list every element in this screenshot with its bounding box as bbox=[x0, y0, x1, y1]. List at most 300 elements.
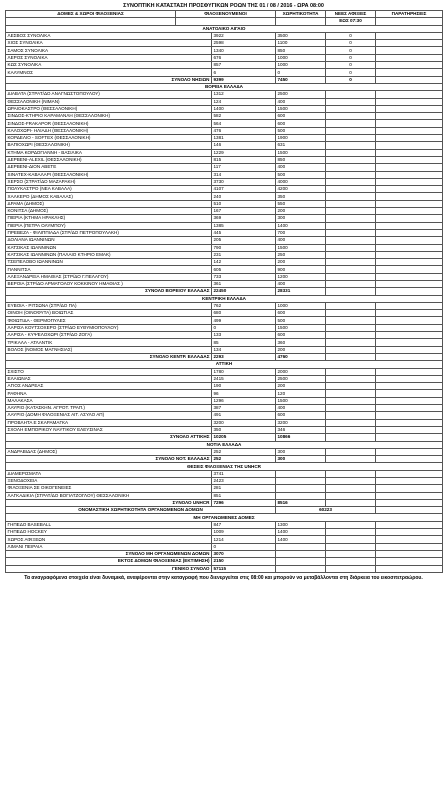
arrivals-cell bbox=[326, 397, 376, 404]
table-row bbox=[6, 142, 443, 149]
capacity-cell: 1100 bbox=[276, 40, 326, 47]
table-row bbox=[6, 478, 443, 485]
hosted-cell: 476 bbox=[212, 127, 276, 134]
arrivals-cell: 0 bbox=[326, 47, 376, 54]
arrivals-cell bbox=[326, 558, 376, 565]
row-label: ΟΝΟΜΑΣΤΙΚΗ ΧΩΡΗΤΙΚΟΤΗΤΑ ΟΡΓΑΝΩΜΕΝΩΝ ΔΟΜΩΝ bbox=[6, 507, 276, 514]
capacity-cell bbox=[276, 565, 326, 572]
arrivals-cell bbox=[326, 448, 376, 455]
hosted-cell: 445 bbox=[212, 229, 276, 236]
notes-cell bbox=[376, 529, 443, 536]
notes-cell bbox=[376, 288, 443, 295]
row-label: ΛΑΥΡΙΟ (ΚΑΤΑΣΚΗΝ. ΑΓΡΟΤ. ΤΡΑΠ.) bbox=[6, 405, 212, 412]
hosted-cell: 1296 bbox=[212, 397, 276, 404]
hosted-cell: 190 bbox=[212, 383, 276, 390]
notes-cell bbox=[376, 76, 443, 83]
arrivals-cell bbox=[326, 412, 376, 419]
row-label: ΔΡΑΜΑ (ΔΗΜΟΣ) bbox=[6, 200, 212, 207]
notes-cell bbox=[376, 456, 443, 463]
arrivals-cell bbox=[326, 375, 376, 382]
notes-cell bbox=[376, 565, 443, 572]
arrivals-cell bbox=[326, 280, 376, 287]
row-label: ΒΑΠΙΟΧΩΡΙ (ΘΕΣΣΑΛΟΝΙΚΗ) bbox=[6, 142, 212, 149]
row-label: ΞΕΝΟΔΟΧΕΙΑ bbox=[6, 478, 212, 485]
arrivals-cell bbox=[326, 186, 376, 193]
row-label: ΚΩΣ ΣΥΝΟΛΙΚΑ bbox=[6, 62, 212, 69]
notes-cell bbox=[376, 62, 443, 69]
table-row bbox=[6, 229, 443, 236]
arrivals-cell: 0 bbox=[326, 76, 376, 83]
table-row bbox=[6, 200, 443, 207]
total-row bbox=[6, 565, 443, 572]
table-row bbox=[6, 310, 443, 317]
capacity-cell: 346 bbox=[276, 426, 326, 433]
notes-cell bbox=[376, 120, 443, 127]
table-row bbox=[6, 171, 443, 178]
row-label: ΒΕΡΟΙΑ (ΣΤΡ/ΔΟ ΑΡΜΑΤΟΛΟΥ ΚΟΚΚΙΝΟΥ ΗΜΑΘΙΑΣ ) bbox=[6, 280, 212, 287]
section-title: ΜΗ ΟΡΓΑΝΩΜΕΝΕΣ ΔΟΜΕΣ bbox=[6, 514, 443, 521]
row-label: ΣΧΙΣΤΟ bbox=[6, 368, 212, 375]
notes-cell bbox=[376, 156, 443, 163]
row-label: ΠΑΝΝΙΤΣΑ bbox=[6, 266, 212, 273]
capacity-cell bbox=[276, 478, 326, 485]
row-label: ΚΤΗΜΑ ΚΟΡΔΟΓΙΑΝΝΗ - ΒΑΣΙΛΙΚΑ bbox=[6, 149, 212, 156]
row-label: ΚΟΝΙΤΣΑ (ΔΗΜΟΣ) bbox=[6, 208, 212, 215]
table-row bbox=[6, 324, 443, 331]
notes-cell bbox=[376, 40, 443, 47]
arrivals-cell bbox=[326, 470, 376, 477]
arrivals-cell bbox=[326, 368, 376, 375]
capacity-cell: 1500 bbox=[276, 244, 326, 251]
row-label: ΠΟΛΥΚΑΣΤΡΟ (ΝΕΑ ΚΑΒΑΛΑ) bbox=[6, 186, 212, 193]
table-row bbox=[6, 470, 443, 477]
section-header-row bbox=[6, 441, 443, 448]
table-row bbox=[6, 54, 443, 61]
table-row bbox=[6, 40, 443, 47]
hosted-cell: 3741 bbox=[212, 470, 276, 477]
table-row bbox=[6, 251, 443, 258]
arrivals-cell bbox=[326, 521, 376, 528]
row-label: ΠΡΟΒΛΗΤΑ Ε ΣΚΑΡΑΜΑΓΚΑ bbox=[6, 419, 212, 426]
total-row bbox=[6, 288, 443, 295]
capacity-cell bbox=[276, 485, 326, 492]
arrivals-cell bbox=[326, 273, 376, 280]
table-row bbox=[6, 543, 443, 550]
notes-cell bbox=[376, 375, 443, 382]
notes-cell bbox=[376, 317, 443, 324]
capacity-cell: 1400 bbox=[276, 529, 326, 536]
header-subrow bbox=[6, 18, 443, 25]
notes-cell bbox=[376, 405, 443, 412]
hosted-cell: 57115 bbox=[212, 565, 276, 572]
table-row bbox=[6, 448, 443, 455]
arrivals-cell bbox=[326, 149, 376, 156]
arrivals-cell bbox=[326, 405, 376, 412]
arrivals-cell bbox=[326, 178, 376, 185]
header-arrivals-time: ΕΩΣ 07:30 bbox=[326, 18, 376, 25]
hosted-cell: 564 bbox=[212, 120, 276, 127]
capacity-cell bbox=[276, 558, 326, 565]
notes-cell bbox=[376, 543, 443, 550]
capacity-cell: 500 bbox=[276, 317, 326, 324]
hosted-cell: 387 bbox=[212, 405, 276, 412]
table-row bbox=[6, 135, 443, 142]
notes-cell bbox=[376, 266, 443, 273]
row-label: ΩΡΑΙΟΚΑΣΤΡΟ (ΘΕΣΣΑΛΟΝΙΚΗ) bbox=[6, 105, 212, 112]
arrivals-cell bbox=[326, 288, 376, 295]
arrivals-cell bbox=[326, 492, 376, 499]
hosted-cell: 857 bbox=[212, 62, 276, 69]
capacity-cell: 1500 bbox=[276, 397, 326, 404]
notes-cell bbox=[376, 346, 443, 353]
hosted-cell: 790 bbox=[212, 244, 276, 251]
arrivals-cell bbox=[326, 208, 376, 215]
hosted-cell: 117 bbox=[212, 164, 276, 171]
hosted-cell: 9399 bbox=[212, 76, 276, 83]
row-label: ΔΙΑΜΕΡΙΣΜΑΤΑ bbox=[6, 470, 212, 477]
arrivals-cell bbox=[326, 244, 376, 251]
capacity-cell: 850 bbox=[276, 47, 326, 54]
arrivals-cell bbox=[326, 310, 376, 317]
row-label: ΟΙΝΟΗ (ΟΙΝΟΦΥΤΑ) ΒΟΙΩΤΙΑΣ bbox=[6, 310, 212, 317]
notes-cell bbox=[376, 368, 443, 375]
notes-cell bbox=[376, 69, 443, 76]
capacity-cell: 4000 bbox=[276, 178, 326, 185]
section-title: ΑΤΤΙΚΗ bbox=[6, 361, 443, 368]
capacity-cell bbox=[276, 550, 326, 557]
capacity-cell: 1000 bbox=[276, 62, 326, 69]
hosted-cell: 2150 bbox=[212, 558, 276, 565]
capacity-cell: 600 bbox=[276, 332, 326, 339]
hosted-cell: 85 bbox=[212, 339, 276, 346]
hosted-cell: 1385 bbox=[212, 222, 276, 229]
row-label: ΣΙΝΔΟΣ-FRAKAPOR (ΘΕΣΣΑΛΟΝΙΚΗ) bbox=[6, 120, 212, 127]
arrivals-cell bbox=[326, 317, 376, 324]
table-row bbox=[6, 485, 443, 492]
notes-cell bbox=[376, 237, 443, 244]
hosted-cell: 0 bbox=[212, 543, 276, 550]
hosted-cell: 851 bbox=[212, 492, 276, 499]
arrivals-cell bbox=[326, 193, 376, 200]
notes-cell bbox=[376, 470, 443, 477]
table-row bbox=[6, 259, 443, 266]
row-label: ΣΥΝΟΛΟ ΒΟΡΕΙΟΥ ΕΛΛΑΔΑΣ bbox=[6, 288, 212, 295]
table-row bbox=[6, 237, 443, 244]
arrivals-cell bbox=[326, 302, 376, 309]
total-row bbox=[6, 499, 443, 506]
capacity-cell: 400 bbox=[276, 280, 326, 287]
row-label: ΕΥΒΟΙΑ - ΡΙΤΣΩΝΑ (ΣΤΡ/ΔΟ ΠΑ) bbox=[6, 302, 212, 309]
capacity-cell: 1400 bbox=[276, 536, 326, 543]
capacity-cell: 8516 bbox=[276, 499, 326, 506]
row-label: ΤΣΕΠΕΛΟΒΟ ΙΩΑΝΝΙΝΩΝ bbox=[6, 259, 212, 266]
table-row bbox=[6, 32, 443, 39]
total-row bbox=[6, 550, 443, 557]
row-label: ΧΕΡΣΟ (ΣΤΡΑΤ/ΔΟ ΜΑΖΑΡΑΚΗ) bbox=[6, 178, 212, 185]
row-label: ΑΝΔΡΑΒΙΔΑΣ (ΔΗΜΟΣ) bbox=[6, 448, 212, 455]
capacity-cell: 600 bbox=[276, 412, 326, 419]
arrivals-cell bbox=[326, 251, 376, 258]
hosted-cell: 314 bbox=[212, 171, 276, 178]
capacity-cell: 3500 bbox=[276, 32, 326, 39]
notes-cell bbox=[376, 273, 443, 280]
arrivals-cell: 0 bbox=[326, 32, 376, 39]
row-label: ΣΙΝΔΟΣ-ΚΤΗΡΙΟ ΚΑΡΑΜΑΝΛΗ (ΘΕΣΣΑΛΟΝΙΚΗ) bbox=[6, 113, 212, 120]
table-row bbox=[6, 120, 443, 127]
hosted-cell: 2423 bbox=[212, 478, 276, 485]
hosted-cell: 1009 bbox=[212, 529, 276, 536]
notes-cell bbox=[376, 383, 443, 390]
hosted-cell: 124 bbox=[212, 98, 276, 105]
capacity-cell: 2500 bbox=[276, 375, 326, 382]
section-header-row bbox=[6, 463, 443, 470]
capacity-cell: 850 bbox=[276, 156, 326, 163]
arrivals-cell bbox=[326, 419, 376, 426]
row-label: ΛΑΥΡΙΟ (ΔΟΜΗ ΦΙΛΟΞΕΝΙΑΣ ΑΙΤ. ΑΣΥΛΟ ΑΠ) bbox=[6, 412, 212, 419]
row-label: ΛΙΜΑΝΙ ΠΕΙΡΑΙΑ bbox=[6, 543, 212, 550]
hosted-cell: 582 bbox=[212, 113, 276, 120]
notes-cell bbox=[376, 149, 443, 156]
capacity-cell: 3200 bbox=[276, 419, 326, 426]
capacity-cell: 60223 bbox=[276, 507, 376, 514]
notes-cell bbox=[376, 492, 443, 499]
table-row bbox=[6, 280, 443, 287]
arrivals-cell bbox=[326, 200, 376, 207]
row-label: SINATEX-ΚΑΒΑΛΑΡΙ (ΘΕΣΣΑΛΟΝΙΚΗ) bbox=[6, 171, 212, 178]
arrivals-cell bbox=[326, 499, 376, 506]
notes-cell bbox=[376, 54, 443, 61]
notes-cell bbox=[376, 200, 443, 207]
section-header-row bbox=[6, 361, 443, 368]
table-row bbox=[6, 492, 443, 499]
arrivals-cell bbox=[326, 478, 376, 485]
hosted-cell: 762 bbox=[212, 302, 276, 309]
notes-cell bbox=[376, 127, 443, 134]
notes-cell bbox=[376, 324, 443, 331]
capacity-cell: 400 bbox=[276, 164, 326, 171]
notes-cell bbox=[376, 164, 443, 171]
arrivals-cell bbox=[326, 383, 376, 390]
report-sheet bbox=[5, 3, 442, 581]
capacity-cell: 200 bbox=[276, 346, 326, 353]
notes-cell bbox=[376, 302, 443, 309]
row-label: ΧΩΡΟΣ ΑΦΙΞΕΩΝ bbox=[6, 536, 212, 543]
row-label: ΓΕΝΙΚΟ ΣΥΝΟΛΟ bbox=[6, 565, 212, 572]
notes-cell bbox=[376, 91, 443, 98]
row-label: ΣΧΟΛΗ ΕΜΠΟΡΙΚΟΥ ΝΑΥΤΙΚΟΥ ΕΛΕΥΣΙΝΑΣ bbox=[6, 426, 212, 433]
row-label: ΚΑΤΣΙΚΑΣ ΙΩΑΝΝΙΝΩΝ (ΠΑΛΑΙΟ ΚΤΗΡΙΟ ΕΜΑΚ) bbox=[6, 251, 212, 258]
header-capacity: ΧΩΡΗΤΙΚΟΤΗΤΑ bbox=[276, 11, 326, 18]
row-label: ΓΗΠΕΔΟ BASEBALL bbox=[6, 521, 212, 528]
capacity-cell: 120 bbox=[276, 390, 326, 397]
notes-cell bbox=[376, 208, 443, 215]
notes-cell bbox=[376, 193, 443, 200]
total-row bbox=[6, 456, 443, 463]
arrivals-cell bbox=[326, 550, 376, 557]
table-row bbox=[6, 419, 443, 426]
table-row bbox=[6, 332, 443, 339]
capacity-cell: 300 bbox=[276, 456, 326, 463]
notes-cell bbox=[376, 419, 443, 426]
row-label: ΕΛΑΙΩΝΑΣ bbox=[6, 375, 212, 382]
row-label: ΣΑΜΟΣ ΣΥΝΟΛΙΚΑ bbox=[6, 47, 212, 54]
arrivals-cell bbox=[326, 434, 376, 441]
table-row bbox=[6, 156, 443, 163]
notes-cell bbox=[376, 113, 443, 120]
capacity-cell: 360 bbox=[276, 339, 326, 346]
arrivals-cell bbox=[326, 456, 376, 463]
row-label: ΣΥΝΟΛΟ UNHCR bbox=[6, 499, 212, 506]
arrivals-cell bbox=[326, 426, 376, 433]
capacity-cell: 500 bbox=[276, 127, 326, 134]
row-label: ΣΥΝΟΛΟ ΝΟΤ. ΕΛΛΑΔΑΣ bbox=[6, 456, 212, 463]
arrivals-cell bbox=[326, 171, 376, 178]
hosted-cell: 134 bbox=[212, 346, 276, 353]
table-body bbox=[6, 25, 443, 572]
notes-cell bbox=[376, 426, 443, 433]
capacity-cell: 600 bbox=[276, 120, 326, 127]
arrivals-cell: 0 bbox=[326, 40, 376, 47]
hosted-cell: 205 bbox=[212, 237, 276, 244]
notes-cell bbox=[376, 259, 443, 266]
capacity-cell: 0 bbox=[276, 69, 326, 76]
arrivals-cell bbox=[326, 353, 376, 360]
total-row bbox=[6, 434, 443, 441]
capacity-cell: 631 bbox=[276, 142, 326, 149]
notes-cell bbox=[376, 478, 443, 485]
hosted-cell: 252 bbox=[212, 456, 276, 463]
arrivals-cell: 0 bbox=[326, 62, 376, 69]
notes-cell bbox=[376, 558, 443, 565]
row-label: ΔΕΡΒΕΝΙ-ΔΙΟΝ ΑΒΕΤΕ bbox=[6, 164, 212, 171]
arrivals-cell: 0 bbox=[326, 69, 376, 76]
row-label: ΚΑΛΟΧΩΡΙ- ΗΛΙΑΔΗ (ΘΕΣΣΑΛΟΝΙΚΗ) bbox=[6, 127, 212, 134]
hosted-cell: 3200 bbox=[212, 419, 276, 426]
notes-cell bbox=[376, 135, 443, 142]
row-label: ΡΑΦΗΝΑ bbox=[6, 390, 212, 397]
notes-cell bbox=[376, 186, 443, 193]
arrivals-cell bbox=[326, 485, 376, 492]
table-row bbox=[6, 346, 443, 353]
capacity-cell: 200 bbox=[276, 383, 326, 390]
table-row bbox=[6, 62, 443, 69]
row-label: ΚΑΛΥΜΝΟΣ bbox=[6, 69, 212, 76]
arrivals-cell bbox=[326, 156, 376, 163]
arrivals-cell bbox=[326, 164, 376, 171]
section-title: ΘΕΣΕΙΣ ΦΙΛΟΞΕΝΙΑΣ ΤΗΣ UNHCR bbox=[6, 463, 443, 470]
table-row bbox=[6, 375, 443, 382]
hosted-cell: 3070 bbox=[212, 550, 276, 557]
row-label: ΚΑΤΣΙΚΑΣ ΙΩΑΝΝΙΝΩΝ bbox=[6, 244, 212, 251]
row-label: ΤΡΙΚΑΛΑ - ΑΤΛΑΝΤΙΚ bbox=[6, 339, 212, 346]
table-row bbox=[6, 178, 443, 185]
notes-cell bbox=[376, 448, 443, 455]
capacity-cell: 200 bbox=[276, 208, 326, 215]
section-header-row bbox=[6, 514, 443, 521]
notes-cell bbox=[376, 244, 443, 251]
capacity-cell: 1000 bbox=[276, 302, 326, 309]
hosted-cell: 96 bbox=[212, 390, 276, 397]
hosted-cell: 369 bbox=[212, 215, 276, 222]
notes-cell bbox=[376, 171, 443, 178]
hosted-cell: 733 bbox=[212, 273, 276, 280]
table-row bbox=[6, 98, 443, 105]
capacity-cell: 400 bbox=[276, 98, 326, 105]
row-label: ΧΑΛΚΕΡΟ (ΔΗΜΟΣ ΚΑΒΑΛΑΣ) bbox=[6, 193, 212, 200]
capacity-cell bbox=[276, 470, 326, 477]
arrivals-cell bbox=[326, 266, 376, 273]
row-label: ΔΕΡΒΕΝΙ-ALEXIL (ΘΕΣΣΑΛΟΝΙΚΗ) bbox=[6, 156, 212, 163]
table-row bbox=[6, 397, 443, 404]
capacity-cell: 1500 bbox=[276, 149, 326, 156]
arrivals-cell bbox=[326, 98, 376, 105]
section-title: ΑΝΑΤΟΛΙΚΟ ΑΙΓΑΙΟ bbox=[6, 25, 443, 32]
arrivals-cell bbox=[326, 135, 376, 142]
row-label: ΣΥΝΟΛΟ ΜΗ ΟΡΓΑΝΩΜΕΝΩΝ ΔΟΜΩΝ bbox=[6, 550, 212, 557]
hosted-cell: 4107 bbox=[212, 186, 276, 193]
row-label: ΣΥΝΟΛΟ ΑΤΤΙΚΗΣ bbox=[6, 434, 212, 441]
notes-cell bbox=[376, 332, 443, 339]
notes-cell bbox=[376, 434, 443, 441]
notes-cell bbox=[376, 251, 443, 258]
hosted-cell: 676 bbox=[212, 54, 276, 61]
notes-cell bbox=[376, 353, 443, 360]
row-label: ΠΙΕΡΙΑ (ΠΕΤΡΑ ΟΛΥΜΠΟΥ) bbox=[6, 222, 212, 229]
table-row bbox=[6, 405, 443, 412]
hosted-cell: 0 bbox=[212, 324, 276, 331]
row-label: ΘΕΣΣΑΛΟΝΙΚΗ (ΝΙΜΑΝ) bbox=[6, 98, 212, 105]
notes-cell bbox=[376, 178, 443, 185]
notes-cell bbox=[376, 310, 443, 317]
notes-cell bbox=[376, 32, 443, 39]
row-label: ΓΗΠΕΔΟ HOCKEY bbox=[6, 529, 212, 536]
hosted-cell: 680 bbox=[212, 310, 276, 317]
notes-cell bbox=[376, 280, 443, 287]
capacity-cell: 1000 bbox=[276, 54, 326, 61]
row-label: ΠΡΕΒΕΖΑ - ΦΙΛΙΠΠΙΑΔΑ (ΣΤΡ/ΔΟ ΠΕΤΡΟΠΟΥΛΑΚΗ) bbox=[6, 229, 212, 236]
hosted-cell: 167 bbox=[212, 208, 276, 215]
hosted-cell: 847 bbox=[212, 521, 276, 528]
hosted-cell: 231 bbox=[212, 251, 276, 258]
capacity-cell: 2000 bbox=[276, 368, 326, 375]
arrivals-cell bbox=[326, 339, 376, 346]
hosted-cell: 510 bbox=[212, 200, 276, 207]
hosted-cell: 7296 bbox=[212, 499, 276, 506]
row-label: ΛΕΣΒΟΣ ΣΥΝΟΛΙΚΑ bbox=[6, 32, 212, 39]
hosted-cell: 10205 bbox=[212, 434, 276, 441]
notes-cell bbox=[376, 397, 443, 404]
table-row bbox=[6, 222, 443, 229]
arrivals-cell bbox=[326, 127, 376, 134]
total-row bbox=[6, 558, 443, 565]
hosted-cell: 2415 bbox=[212, 375, 276, 382]
row-label: ΚΟΡΔΕΛΙΟ - SOFTEX (ΘΕΣΣΑΛΟΝΙΚΗ) bbox=[6, 135, 212, 142]
arrivals-cell bbox=[326, 529, 376, 536]
hosted-cell: 1312 bbox=[212, 91, 276, 98]
notes-cell bbox=[376, 507, 443, 514]
notes-cell bbox=[376, 485, 443, 492]
row-label: ΑΛΕΞΑΝΔΡΕΙΑ ΗΜΑΘΙΑΣ (ΣΤΡ/ΔΟ Γ.ΠΕΛΑΓΟΥ) bbox=[6, 273, 212, 280]
table-row bbox=[6, 193, 443, 200]
table-row bbox=[6, 390, 443, 397]
section-title: ΒΟΡΕΙΑ ΕΛΛΑΔΑ bbox=[6, 83, 443, 90]
table-row bbox=[6, 529, 443, 536]
hosted-cell: 6 bbox=[212, 69, 276, 76]
section-header-row bbox=[6, 295, 443, 302]
hosted-cell: 146 bbox=[212, 142, 276, 149]
section-header-row bbox=[6, 83, 443, 90]
capacity-cell: 1900 bbox=[276, 135, 326, 142]
